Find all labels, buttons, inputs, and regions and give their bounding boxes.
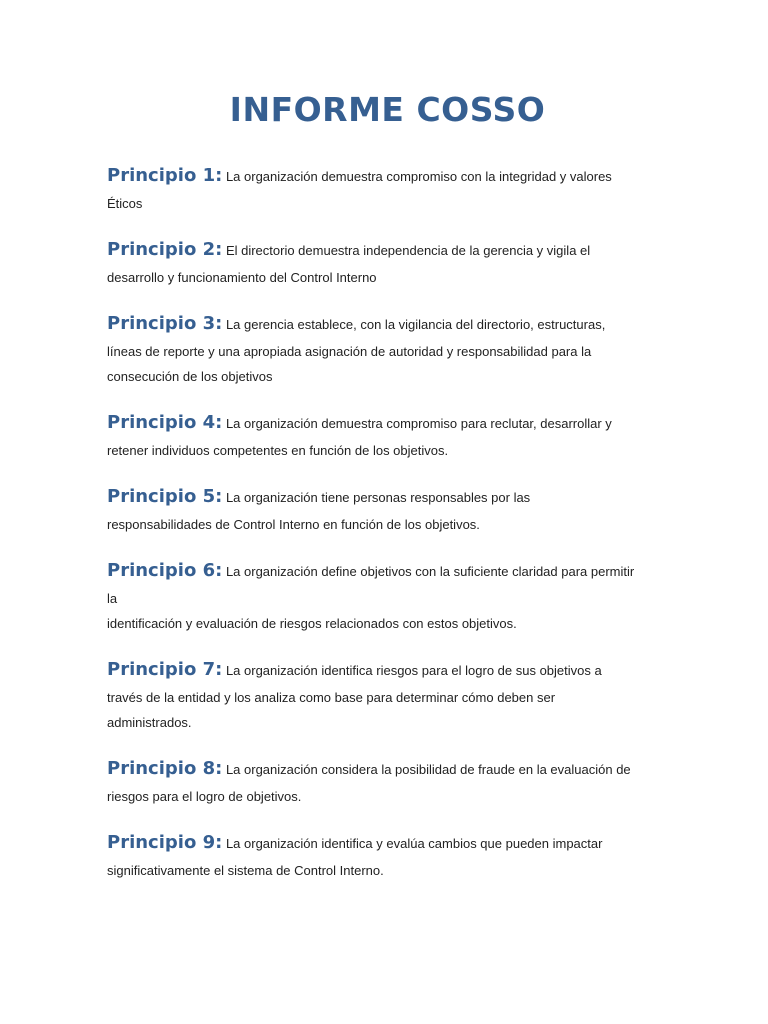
principle-item: [107, 557, 668, 636]
principle-text-line: retener individuos competentes en función de los objetivos.: [107, 443, 449, 458]
principle-first-line: [107, 829, 668, 858]
principle-text-line: responsabilidades de Control Interno en función de los objetivos.: [107, 517, 480, 532]
principle-item: [107, 310, 668, 389]
principle-item: [107, 409, 668, 463]
principle-item: [107, 829, 668, 883]
principle-first-line: [107, 557, 668, 586]
document-title: INFORME COSSO: [229, 90, 546, 129]
principle-first-line: [107, 236, 668, 265]
principle-text: El directorio demuestra independencia de la gerencia y vigila el: [225, 243, 591, 258]
principle-text-line: la: [107, 591, 118, 606]
principle-first-line: [107, 310, 668, 339]
principle-text-line: significativamente el sistema de Control Interno.: [107, 863, 384, 878]
principle-label: Principio 3:: [107, 313, 223, 334]
principle-text: La organización tiene personas responsables por las: [225, 490, 531, 505]
principle-text-line: Éticos: [107, 196, 143, 211]
principle-label: Principio 2:: [107, 239, 223, 260]
principle-label: Principio 8:: [107, 758, 223, 779]
principle-label: Principio 9:: [107, 832, 223, 853]
principle-label: Principio 6:: [107, 560, 223, 581]
principle-item: [107, 236, 668, 290]
principle-first-line: [107, 755, 668, 784]
principle-text: La organización demuestra compromiso para reclutar, desarrollar y: [225, 416, 612, 431]
principle-text-line: administrados.: [107, 715, 192, 730]
principle-item: [107, 755, 668, 809]
principle-text-line: desarrollo y funcionamiento del Control Interno: [107, 270, 377, 285]
principle-label: Principio 7:: [107, 659, 223, 680]
principle-text: La organización identifica riesgos para el logro de sus objetivos a: [225, 663, 602, 678]
principle-text-line: líneas de reporte y una apropiada asignación de autoridad y responsabilidad para la: [107, 344, 592, 359]
principle-text-line: identificación y evaluación de riesgos relacionados con estos objetivos.: [107, 616, 517, 631]
principle-text: La organización demuestra compromiso con la integridad y valores: [225, 169, 612, 184]
principle-first-line: [107, 656, 668, 685]
principle-item: [107, 656, 668, 735]
principle-label: Principio 4:: [107, 412, 223, 433]
principle-item: [107, 483, 668, 537]
principles-list: [107, 162, 668, 883]
principle-first-line: [107, 162, 668, 191]
principle-text-line: riesgos para el logro de objetivos.: [107, 789, 302, 804]
principle-label: Principio 5:: [107, 486, 223, 507]
principle-text: La organización define objetivos con la suficiente claridad para permitir: [225, 564, 635, 579]
principle-item: [107, 162, 668, 216]
principle-label: Principio 1:: [107, 165, 223, 186]
principle-text-line: consecución de los objetivos: [107, 369, 273, 384]
principle-text-line: través de la entidad y los analiza como base para determinar cómo deben ser: [107, 690, 556, 705]
principle-text: La organización identifica y evalúa cambios que pueden impactar: [225, 836, 603, 851]
principle-text: La gerencia establece, con la vigilancia del directorio, estructuras,: [225, 317, 606, 332]
principle-text: La organización considera la posibilidad de fraude en la evaluación de: [225, 762, 631, 777]
principle-first-line: [107, 483, 668, 512]
principle-first-line: [107, 409, 668, 438]
